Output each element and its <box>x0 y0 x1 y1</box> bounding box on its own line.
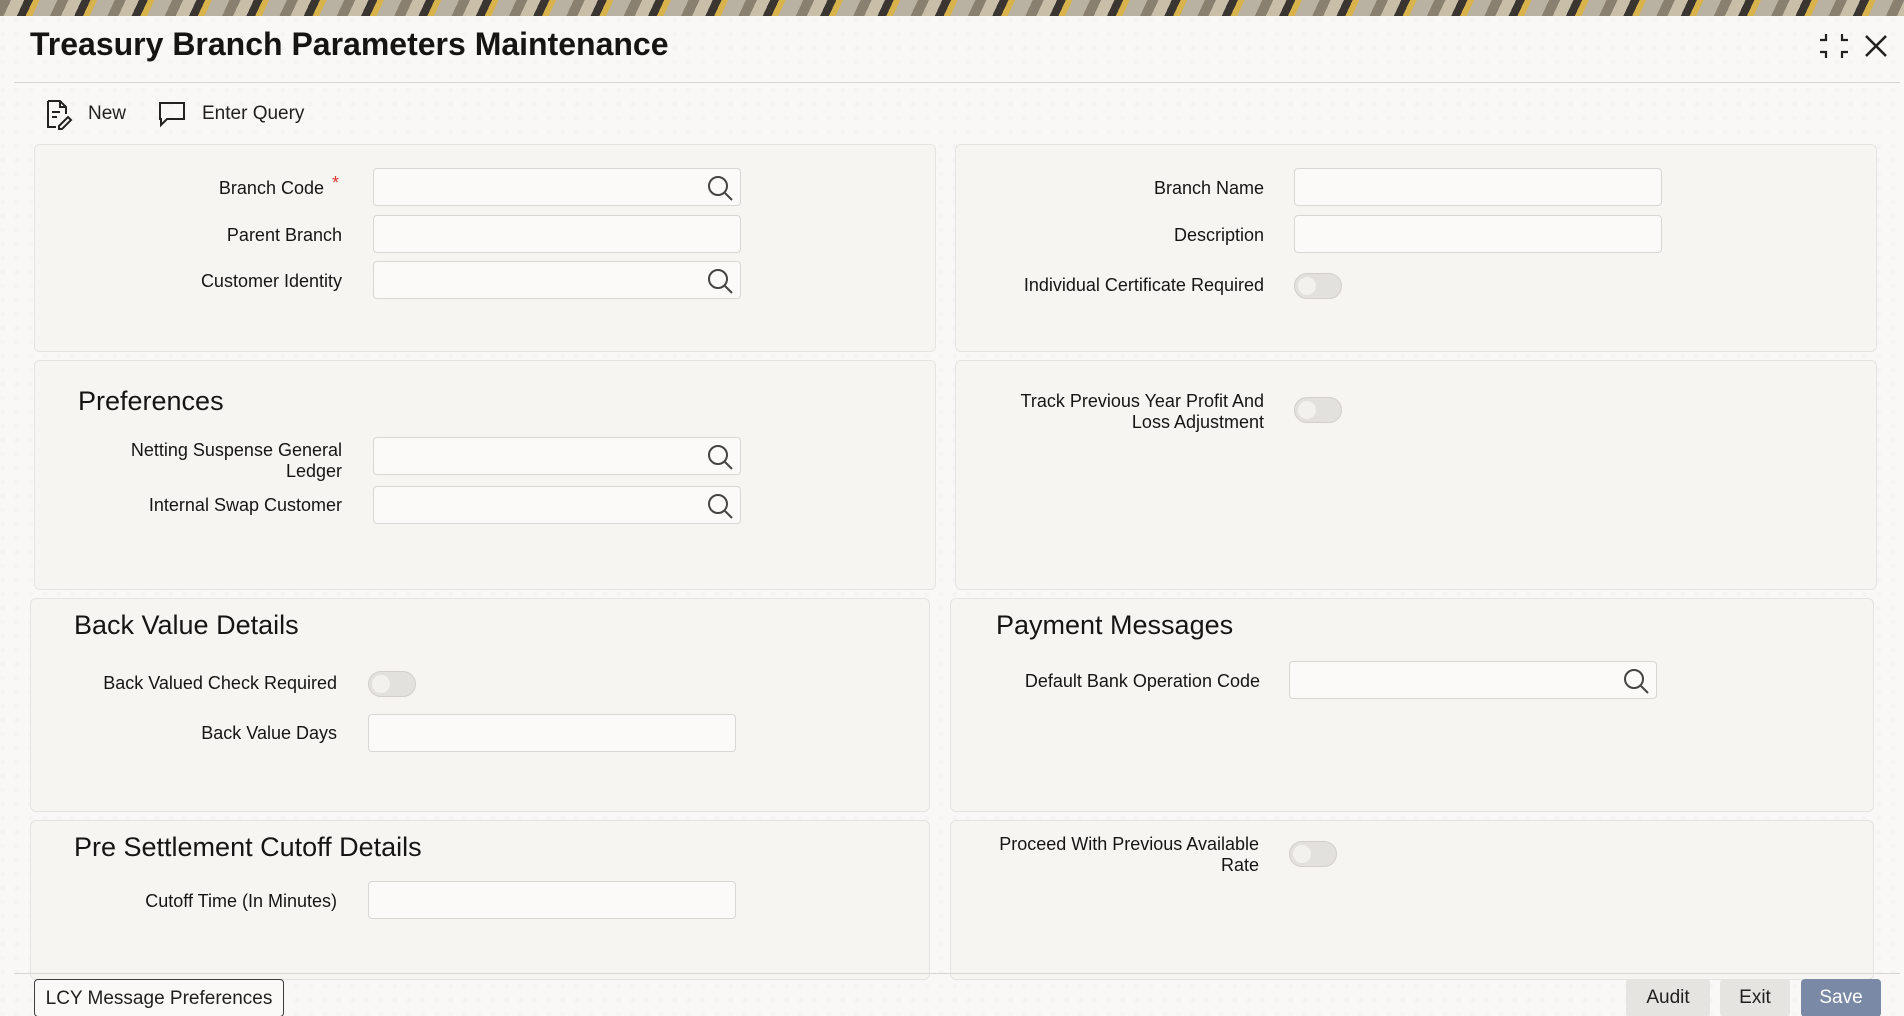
new-button-label: New <box>88 103 127 124</box>
back-valued-check-label: Back Valued Check Required <box>103 673 337 693</box>
customer-identity-label: Customer Identity <box>200 271 342 291</box>
new-button[interactable] <box>42 96 126 132</box>
back-valued-check-toggle[interactable] <box>368 671 416 697</box>
new-document-icon <box>42 98 74 130</box>
search-icon[interactable] <box>706 443 734 471</box>
minimize-icon[interactable] <box>1816 28 1852 64</box>
close-icon[interactable] <box>1858 28 1894 64</box>
individual-certificate-toggle[interactable] <box>1294 273 1342 299</box>
required-marker: * <box>332 173 340 193</box>
top-banner <box>0 0 1904 16</box>
chat-bubble-icon <box>156 98 188 130</box>
branch-name-input[interactable] <box>1294 168 1662 206</box>
branch-code-input[interactable] <box>373 168 741 206</box>
lcy-message-preferences-button[interactable]: LCY Message Preferences <box>34 979 284 1016</box>
search-icon[interactable] <box>706 492 734 520</box>
search-icon[interactable] <box>706 267 734 295</box>
description-label: Description <box>1173 225 1264 245</box>
title-divider <box>14 82 1900 83</box>
track-previous-year-toggle[interactable] <box>1294 397 1342 423</box>
cutoff-time-input[interactable] <box>368 881 736 919</box>
internal-swap-input[interactable] <box>373 486 741 524</box>
parent-branch-label: Parent Branch <box>226 225 342 245</box>
proceed-previous-rate-label: Proceed With Previous Available Rate <box>999 834 1259 875</box>
page-title: Treasury Branch Parameters Maintenance <box>30 26 669 62</box>
audit-button[interactable]: Audit <box>1626 979 1710 1016</box>
back-value-days-label: Back Value Days <box>201 723 337 743</box>
default-bank-op-code-input[interactable] <box>1289 661 1657 699</box>
enter-query-label: Enter Query <box>202 103 305 124</box>
netting-suspense-label: Netting Suspense General Ledger <box>130 440 342 481</box>
internal-swap-label: Internal Swap Customer <box>148 495 342 515</box>
back-value-days-input[interactable] <box>368 714 736 752</box>
cutoff-time-label: Cutoff Time (In Minutes) <box>145 891 337 911</box>
back-value-title: Back Value Details <box>74 610 299 640</box>
pre-settlement-title: Pre Settlement Cutoff Details <box>74 832 422 862</box>
save-button[interactable]: Save <box>1801 979 1881 1016</box>
footer-divider <box>14 973 1900 974</box>
default-bank-op-code-label: Default Bank Operation Code <box>1024 671 1260 691</box>
description-input[interactable] <box>1294 215 1662 253</box>
exit-button[interactable]: Exit <box>1720 979 1790 1016</box>
payment-messages-title: Payment Messages <box>996 610 1234 640</box>
branch-name-label: Branch Name <box>1153 178 1264 198</box>
maintenance-window <box>0 16 1904 1016</box>
track-previous-year-label: Track Previous Year Profit And Loss Adjustment <box>1020 391 1264 432</box>
branch-code-label: Branch Code <box>218 178 324 198</box>
search-icon[interactable] <box>1622 667 1650 695</box>
proceed-previous-rate-toggle[interactable] <box>1289 841 1337 867</box>
enter-query-button[interactable] <box>156 96 304 132</box>
individual-certificate-label: Individual Certificate Required <box>1023 275 1264 295</box>
parent-branch-input[interactable] <box>373 215 741 253</box>
search-icon[interactable] <box>706 174 734 202</box>
preferences-title: Preferences <box>78 386 224 416</box>
customer-identity-input[interactable] <box>373 261 741 299</box>
netting-suspense-input[interactable] <box>373 437 741 475</box>
